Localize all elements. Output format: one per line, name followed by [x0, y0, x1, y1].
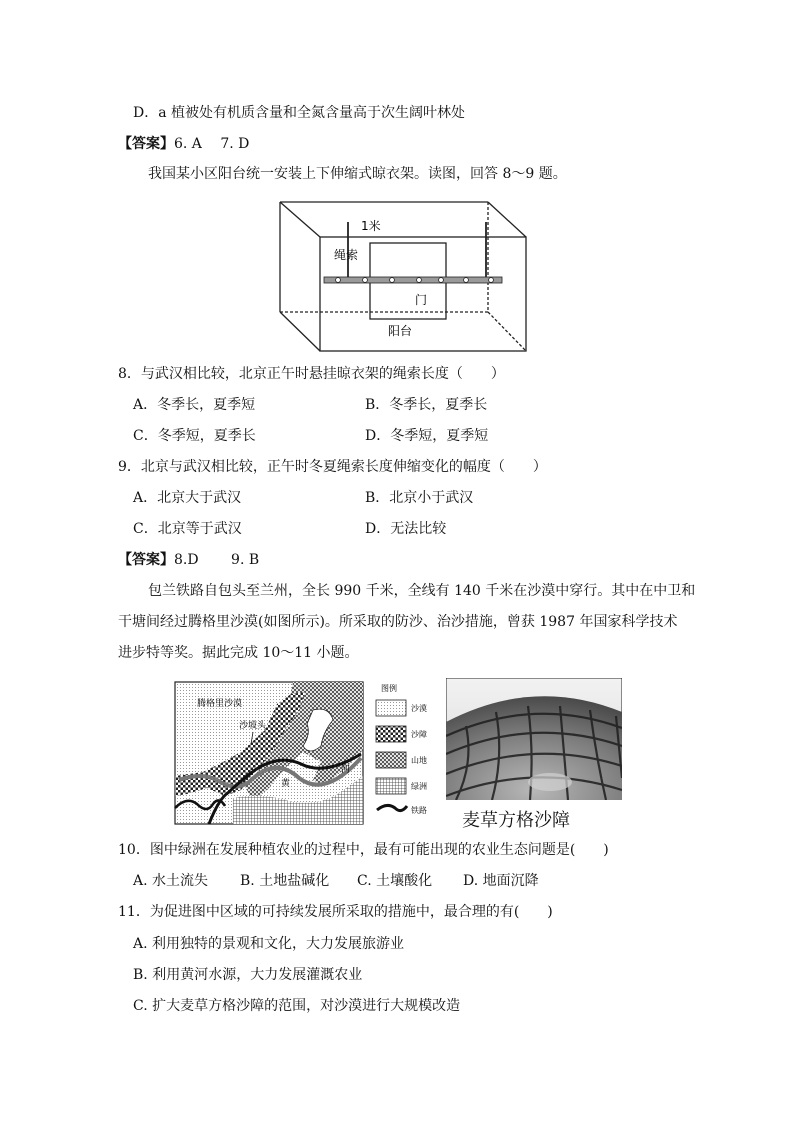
- intro-10-11-line1: 包兰铁路自包头至兰州，全长 990 千米，全线有 140 千米在沙漠中穿行。其中在中卫和: [148, 583, 696, 599]
- intro-10-11-line3: 进步特等奖。据此完成 10～11 小题。: [118, 645, 359, 661]
- answer-text: 8.D 9. B: [174, 552, 260, 568]
- photo-caption: 麦草方格沙障: [462, 810, 570, 831]
- q9-option-a: A．北京大于武汉: [133, 490, 242, 506]
- prev-question-option-d: D．a 植被处有机质含量和全氮含量高于次生阔叶林处: [133, 105, 466, 121]
- intro-10-11-line2: 干塘间经过腾格里沙漠(如图所示)。所采取的防沙、治沙措施，曾获 1987 年国家科学技术: [118, 614, 678, 630]
- legend-desert: 沙漠: [411, 704, 427, 713]
- legend-barrier: 沙障: [411, 730, 427, 739]
- answer-label: 【答案】: [118, 552, 174, 568]
- q9-option-d: D．无法比较: [365, 521, 447, 537]
- river-label-huang: 黄: [281, 779, 291, 789]
- q10-option-d: D. 地面沉降: [463, 873, 539, 889]
- q11-option-b: B. 利用黄河水源，大力发展灌溉农业: [133, 967, 363, 983]
- answer-block-1: [118, 134, 249, 154]
- dune-head-label: 沙坡头: [239, 721, 267, 731]
- desert-map-figure: [173, 680, 445, 826]
- intro-8-9: 我国某小区阳台统一安装上下伸缩式晾衣架。读图，回答 8～9 题。: [148, 166, 567, 182]
- q9-option-b: B．北京小于武汉: [365, 490, 474, 506]
- balcony-figure: [278, 200, 528, 354]
- q9-stem: 9．北京与武汉相比较，正午时冬夏绳索长度伸缩变化的幅度（ ）: [118, 459, 547, 475]
- legend-swatch-desert: [376, 700, 406, 716]
- door-label: 门: [415, 293, 428, 307]
- rope-label: 绳索: [334, 248, 359, 262]
- legend-railway: 铁路: [411, 806, 427, 815]
- answer-text: 6. A 7. D: [174, 136, 250, 152]
- desert-name-label: 腾格里沙漠: [197, 699, 243, 709]
- q8-option-d: D．冬季短，夏季短: [365, 428, 489, 444]
- q10-option-c: C. 土壤酸化: [357, 873, 433, 889]
- answer-block-2: [118, 550, 259, 570]
- q11-option-c: C. 扩大麦草方格沙障的范围，对沙漠进行大规模改造: [133, 998, 461, 1014]
- river-label-he: 河: [341, 765, 351, 775]
- legend-swatch-barrier: [376, 726, 406, 742]
- legend-swatch-railway: [377, 805, 407, 810]
- legend-swatch-mountain: [376, 752, 406, 768]
- legend-swatch-oasis: [376, 778, 406, 794]
- q8-option-c: C．冬季短，夏季长: [133, 428, 256, 444]
- q11-stem: 11．为促进图中区域的可持续发展所采取的措施中，最合理的有( ): [118, 904, 553, 920]
- q10-stem: 10．图中绿洲在发展种植农业的过程中，最有可能出现的农业生态问题是( ): [118, 842, 609, 858]
- q8-option-b: B．冬季长，夏季长: [365, 397, 488, 413]
- q8-stem: 8．与武汉相比较，北京正午时悬挂晾衣架的绳索长度（ ）: [118, 366, 505, 382]
- legend-mountain: 山地: [411, 756, 427, 765]
- q9-option-c: C．北京等于武汉: [133, 521, 242, 537]
- legend-title: 图例: [381, 684, 397, 693]
- q10-option-b: B. 土地盐碱化: [240, 873, 330, 889]
- q11-option-a: A. 利用独特的景观和文化，大力发展旅游业: [133, 936, 405, 952]
- balcony-label: 阳台: [388, 324, 413, 338]
- legend-oasis: 绿洲: [411, 782, 427, 791]
- length-label: 1米: [361, 219, 381, 233]
- q10-option-a: A. 水土流失: [133, 873, 209, 889]
- straw-barrier-photo: [446, 678, 622, 800]
- q8-option-a: A．冬季长，夏季短: [133, 397, 256, 413]
- answer-label: 【答案】: [118, 136, 174, 152]
